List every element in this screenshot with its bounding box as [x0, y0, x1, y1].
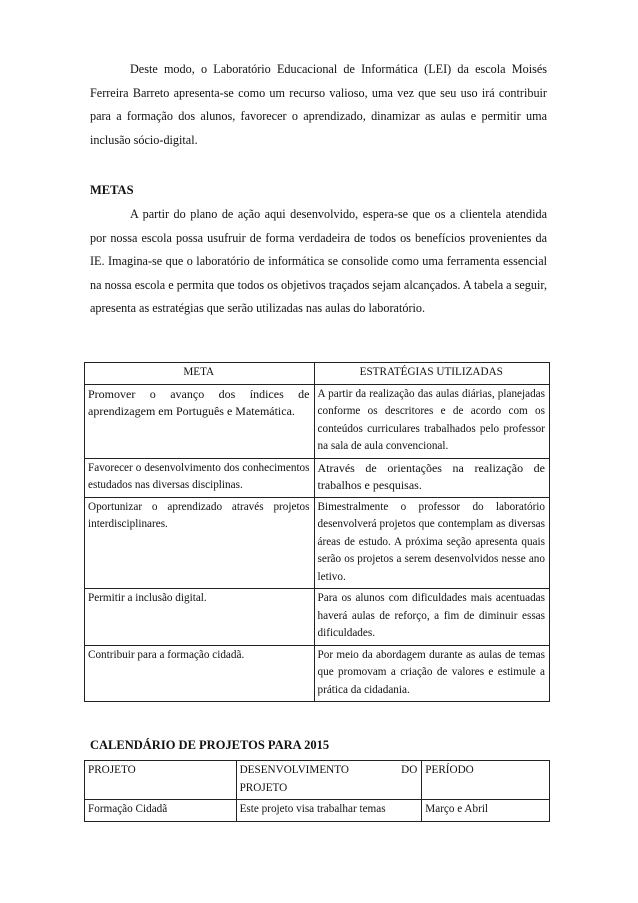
calendario-table: [84, 760, 550, 822]
metas-table: [84, 362, 550, 702]
header-periodo: PERÍODO: [422, 761, 550, 800]
estrategia-cell: Por meio da abordagem durante as aulas de temas que promovam a criação de valores e estimule a prática da cidadania.: [314, 645, 549, 702]
meta-cell: Permitir a inclusão digital.: [85, 589, 315, 646]
estrategia-cell: Bimestralmente o professor do laboratório desenvolverá projetos que contemplam as diversas áreas de estudo. A próxima seção apresenta quais serão os projetos a serem desenvolvidos nesse ano letivo.: [314, 497, 549, 589]
header-desenvolvimento: DESENVOLVIMENTO DO PROJETO: [236, 761, 422, 800]
table-row: [85, 384, 550, 458]
metas-heading: METAS: [90, 183, 134, 197]
intro-paragraph: Deste modo, o Laboratório Educacional de Informática (LEI) da escola Moisés Ferreira Barreto apresenta-se como um recurso valioso, uma vez que seu uso irá contribuir para a formação dos alunos, favorecer o aprendizado, dinamizar as aulas e permitir uma inclusão sócio-digital.: [90, 62, 547, 147]
projeto-cell: Formação Cidadã: [85, 800, 237, 822]
periodo-cell: Março e Abril: [422, 800, 550, 822]
meta-cell: Contribuir para a formação cidadã.: [85, 645, 315, 702]
header-meta: META: [85, 363, 315, 385]
table-row: [85, 458, 550, 497]
estrategia-cell: Através de orientações na realização de trabalhos e pesquisas.: [314, 458, 549, 497]
table-row: [85, 645, 550, 702]
desenvolvimento-cell: Este projeto visa trabalhar temas: [236, 800, 422, 822]
metas-paragraph: A partir do plano de ação aqui desenvolvido, espera-se que os a clientela atendida por nossa escola possa usufruir de forma verdadeira de todos os benefícios provenientes da IE. Imagina-se que o laboratório de informática se consolide como uma ferramenta essencial na nossa escola e permita que todos os objetivos traçados sejam alcançados. A tabela a seguir, apresenta as estratégias que serão utilizadas nas aulas do laboratório.: [90, 207, 547, 315]
calendario-heading: CALENDÁRIO DE PROJETOS PARA 2015: [90, 738, 330, 752]
estrategia-cell: Para os alunos com dificuldades mais acentuadas haverá aulas de reforço, a fim de diminuir essas dificuldades.: [314, 589, 549, 646]
header-projeto: PROJETO: [85, 761, 237, 800]
estrategia-cell: A partir da realização das aulas diárias, planejadas conforme os descritores e de acordo com os conteúdos curriculares trabalhados pelo professor na sala de aula convencional.: [314, 384, 549, 458]
header-estrategias: ESTRATÉGIAS UTILIZADAS: [314, 363, 549, 385]
table-header-row: [85, 761, 550, 800]
table-row: [85, 589, 550, 646]
table-row: [85, 497, 550, 589]
meta-cell: Oportunizar o aprendizado através projetos interdisciplinares.: [85, 497, 315, 589]
meta-cell: Promover o avanço dos índices de aprendizagem em Português e Matemática.: [85, 384, 315, 458]
table-header-row: [85, 363, 550, 385]
meta-cell: Favorecer o desenvolvimento dos conhecimentos estudados nas diversas disciplinas.: [85, 458, 315, 497]
table-row: [85, 800, 550, 822]
